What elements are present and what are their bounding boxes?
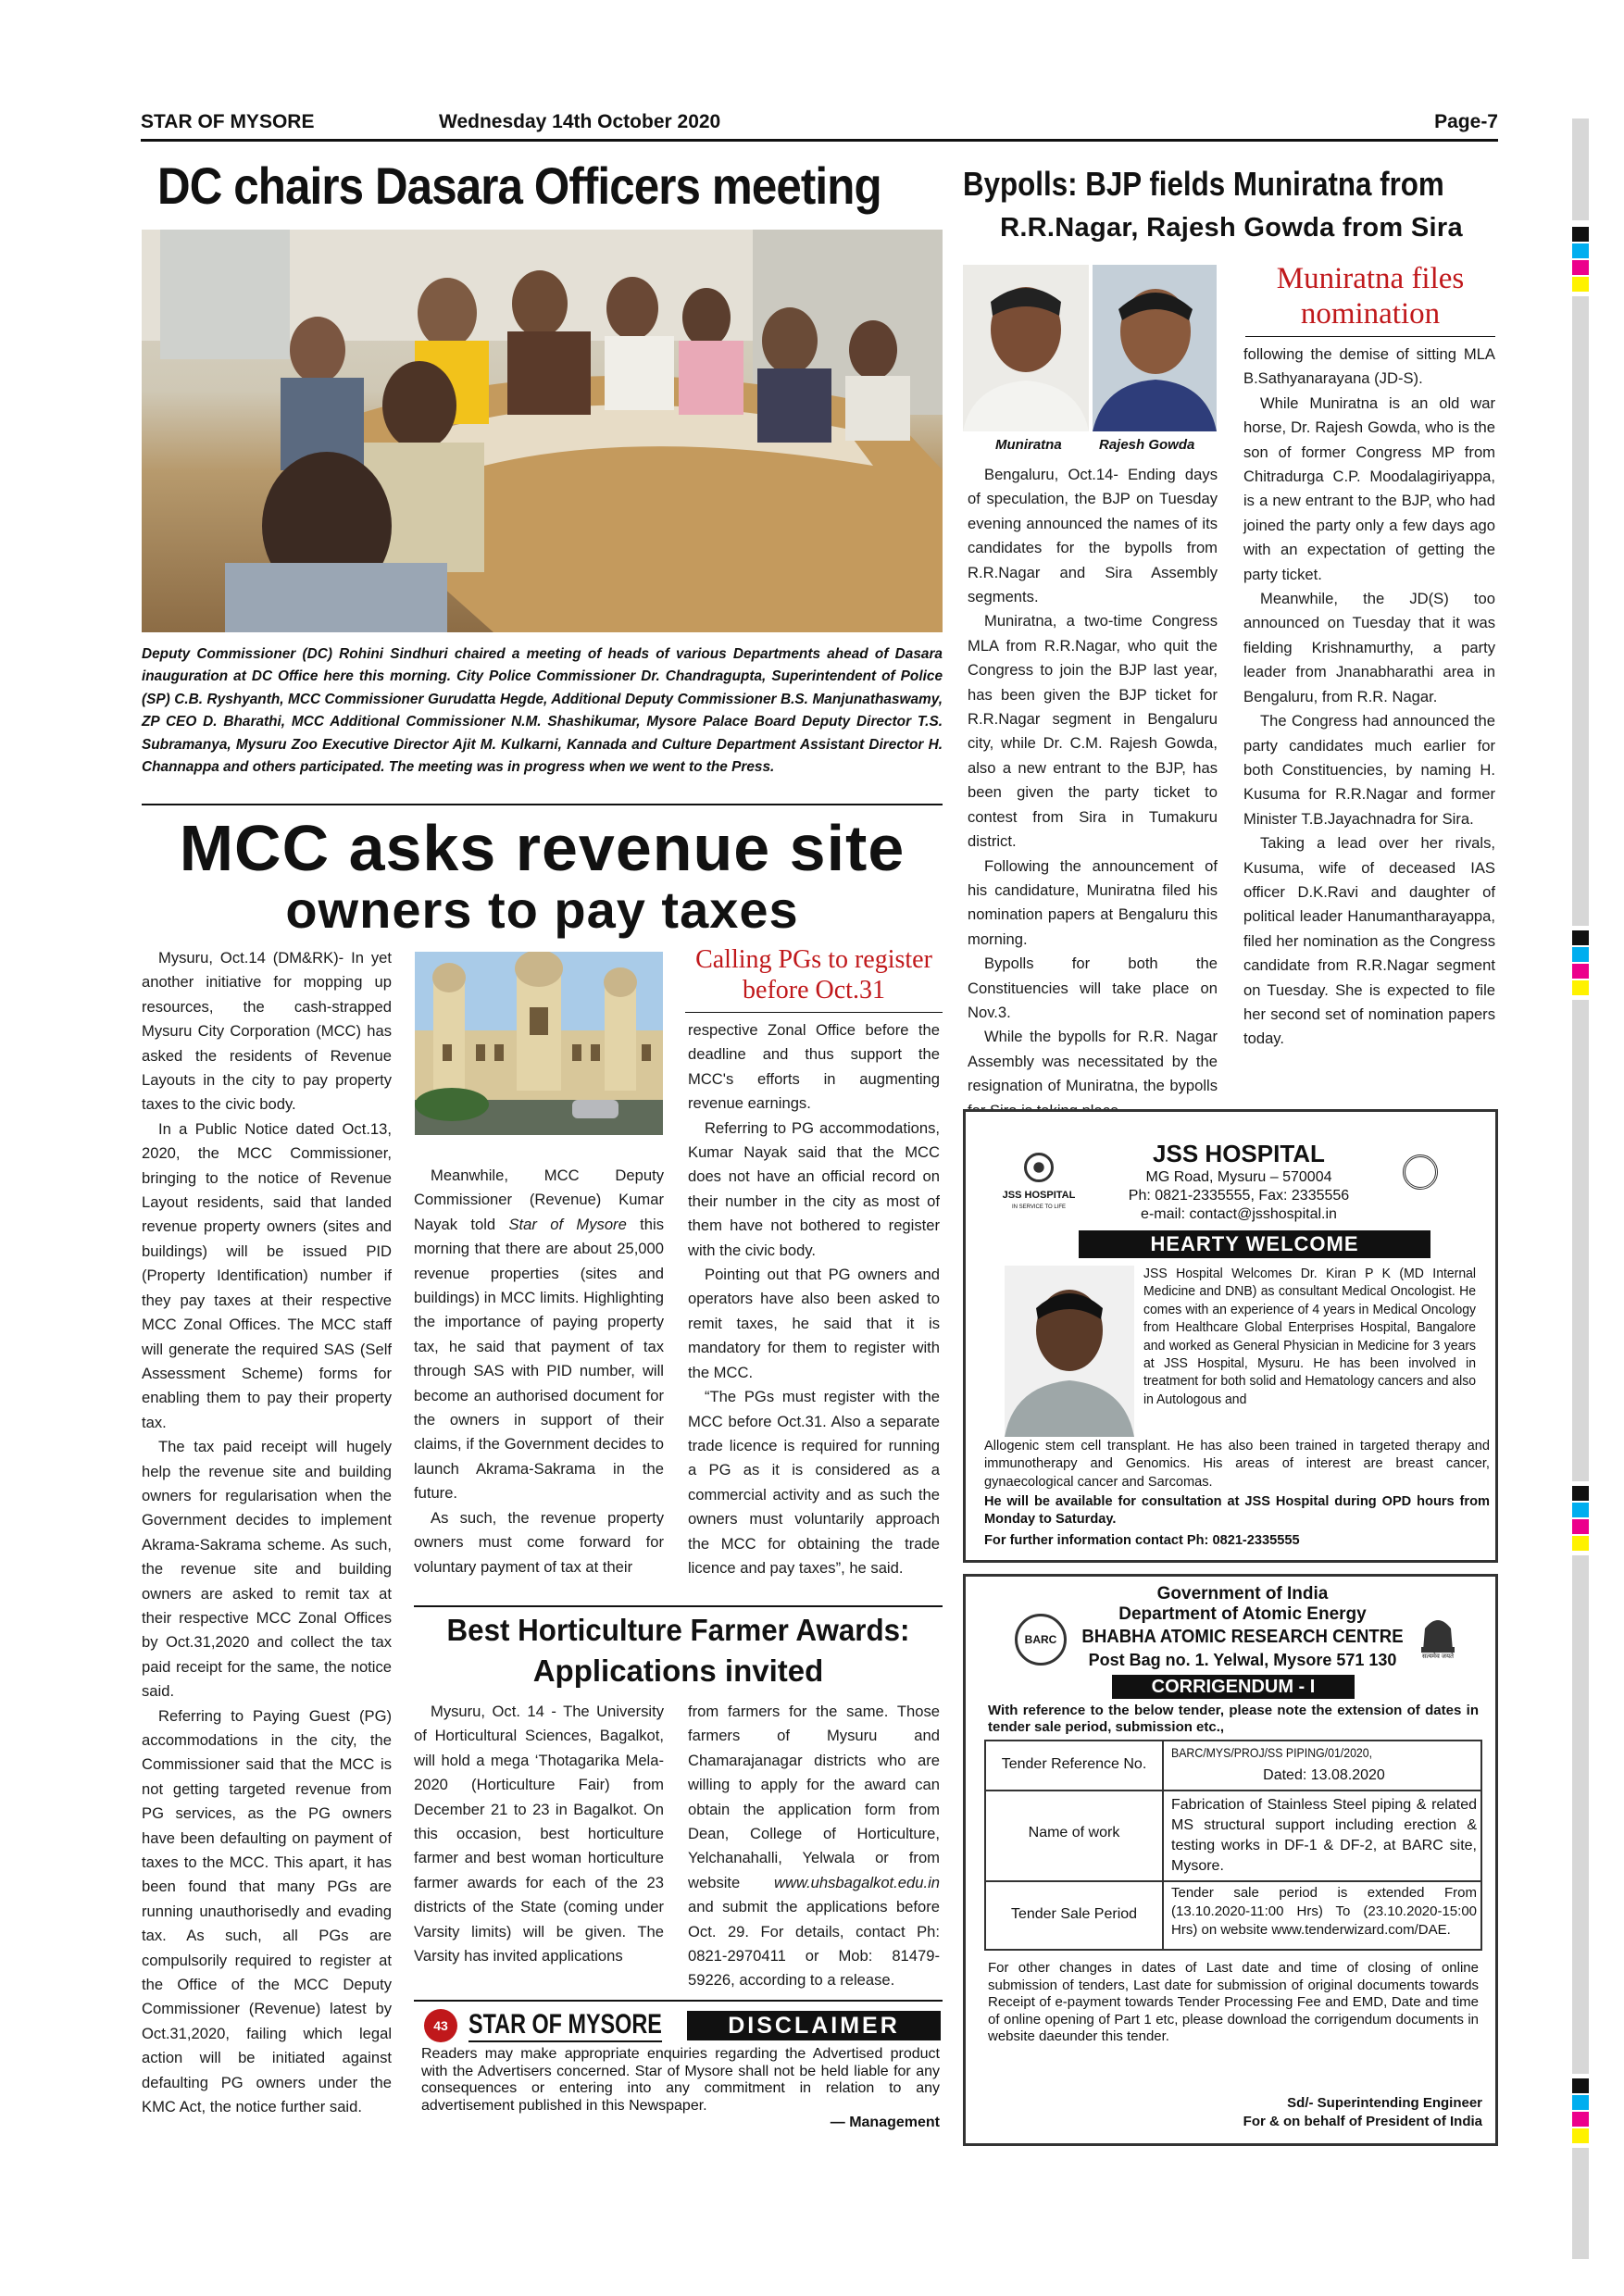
bypolls-column-2 [1243, 343, 1495, 1052]
paragraph [414, 1164, 664, 1506]
jss-phone: Ph: 0821-2335555, Fax: 2335556 [1128, 1188, 1350, 1204]
paper-name: STAR OF MYSORE [141, 111, 315, 132]
subhead-rule [1245, 336, 1495, 337]
jss-seal-icon [1403, 1154, 1438, 1190]
mcc-headline-2: owners to pay taxes [285, 880, 799, 939]
cell-divider [1162, 1882, 1164, 1949]
table-row [986, 1741, 1480, 1791]
horti-headline-1: Best Horticulture Farmer Awards: [446, 1613, 910, 1647]
photo-name-muniratna: Muniratna [995, 437, 1062, 453]
row-value: BARC/MYS/PROJ/SS PIPING/01/2020, [1171, 1745, 1373, 1760]
paragraph: The tax paid receipt will hugely help the revenue site and building owners for regularisation when the Government decides to implement Akrama-Sakrama scheme. As such, the revenue site and building owners are asked to remit tax at their respective MCC Zonal Offices by Oct.31,2020 and collect the tax paid receipt for the same, the notice said. [142, 1438, 392, 1701]
barc-logo: BARC [1015, 1614, 1067, 1666]
emblem-caption: सत्यमेव जयते [1421, 1653, 1455, 1660]
text-run: from farmers for the same. Those farmers of Mysuru and Chamarajanagar districts who are willing to apply for the award can obtain the application form from Dean, College of Horticulture, Yelchanahalli, Yelwala or from website [688, 1703, 940, 1891]
jss-body-2: Allogenic stem cell transplant. He has also been trained in targeted therapy and immunotherapy and Genomics. His areas of interest are breast cancer, gynaecological cancer and Sarcomas. [984, 1439, 1490, 1490]
barc-ad [963, 1574, 1498, 2146]
paragraph: Mysuru, Oct. 14 - The University of Horticultural Sciences, Bagalkot, will hold a mega ‘Thotagarika Mela-2020 (Horticulture Fair) from December 21 to 23 in Bagalkot. On this occasion, best horticulture farmer and best woman horticulture farmer awards for each of the 23 districts of the State (coming under Varsity limits) will be given. The Varsity has invited applications [414, 1703, 664, 1965]
row-value: Tender sale period is extended From (13.10.2020-11:00 Hrs) To (23.10.2020-15:00 Hrs) on website www.tenderwizard.com/DAE. [1171, 1885, 1477, 1938]
logo-text: STAR OF MYSORE [468, 2009, 662, 2042]
photo-name-rajesh-gowda: Rajesh Gowda [1099, 437, 1195, 453]
horti-column-2 [688, 1700, 940, 1993]
star-of-mysore-logo [424, 2007, 662, 2044]
paragraph: following the demise of sitting MLA B.Sathyanarayana (JD-S). [1243, 345, 1495, 388]
table-row [986, 1882, 1480, 1949]
page-number: Page-7 [1434, 111, 1498, 132]
page-header [141, 111, 1498, 139]
tender-table [984, 1740, 1482, 1951]
dc-photo-caption: Deputy Commissioner (DC) Rohini Sindhuri chaired a meeting of heads of various Departments ahead of Dasara inauguration at DC Office here this morning. City Police Commissioner Dr. Chandragupta, Superintendent of Police (SP) C.B. Ryshyanth, MCC Commissioner Gurudatta Hegde, Additional Deputy Commissioner B.S. Manjunathaswamy, ZP CEO D. Bharathi, MCC Additional Commissioner N.M. Shashikumar, Mysore Palace Board Deputy Director T.S. Subramanya, Mysuru Zoo Executive Director Ajit M. Kulkarni, Kannada and Culture Department Assistant Director H. Channappa and others participated. The meeting was in progress when we went to the Press. [142, 646, 943, 776]
meeting-photo [142, 230, 943, 632]
mcc-building-photo [415, 952, 663, 1135]
rajesh-gowda-photo [1093, 265, 1217, 431]
table-row [986, 1791, 1480, 1882]
mcc-column-2 [414, 1164, 664, 1579]
row-label: Name of work [1028, 1825, 1120, 1841]
paragraph: “The PGs must register with the MCC before Oct.31. Also a separate trade licence is required for running a PG as it is considered as a commercial activity and as such the owners must voluntarily approach the MCC for obtaining the trade licence and pay taxes”, he said. [688, 1388, 940, 1577]
disclaimer-sign: — Management [830, 2115, 940, 2130]
disclaimer-title: DISCLAIMER [687, 2011, 941, 2040]
jss-hospital-ad [963, 1109, 1498, 1563]
paragraph: Bengaluru, Oct.14- Ending days of speculation, the BJP on Tuesday evening announced the names of its candidates for the bypolls from R.R.Nagar and Sira Assembly segments. [968, 466, 1218, 606]
cell-divider [1162, 1791, 1164, 1882]
national-emblem-icon [1418, 1610, 1458, 1666]
horti-headline-2: Applications invited [532, 1653, 824, 1688]
jss-logo-text: JSS HOSPITAL [1002, 1190, 1076, 1201]
jss-logo-sub: IN SERVICE TO LIFE [1011, 1204, 1067, 1210]
barc-line-1: Government of India [1156, 1584, 1329, 1603]
cell-divider [1162, 1741, 1164, 1791]
barc-line-4: Post Bag no. 1. Yelwal, Mysore 571 130 [1088, 1651, 1397, 1669]
paragraph: Muniratna, a two-time Congress MLA from R.R.Nagar, who quit the Congress to join the BJP last year, has been given the BJP ticket for R.R.Nagar segment in Bengaluru city, while Dr. C.M. Rajesh Gowda, also a new entrant to the BJP, has been given the party ticket to contest from Sira in Tumakuru district. [968, 612, 1218, 851]
website-link: www.uhsbagalkot.edu.in [774, 1873, 940, 1891]
barc-line-2: Department of Atomic Energy [1118, 1604, 1367, 1624]
paragraph: The Congress had announced the party candidates much earlier for both Constituencies, by naming H. Kusuma for R.R.Nagar and former Minister T.B.Jayachnadra for Sira. [1243, 712, 1495, 828]
paragraph: Mysuru, Oct.14 (DM&RK)- In yet another initiative for mopping up resources, the cash-strapped Mysuru City Corporation (MCC) has asked the residents of Revenue Layouts in the city to pay property taxes to the civic body. [142, 949, 392, 1114]
jss-email: e-mail: contact@jsshospital.in [1141, 1206, 1337, 1222]
pg-subhead-rule [685, 1012, 943, 1013]
paragraph: While Muniratna is an old war horse, Dr. Rajesh Gowda, who is the son of former Congress MP from Chitradurga C.P. Moodalagiriyappa, is a new entrant to the BJP, who had joined the party only a few days ago with an expectation of getting the party ticket. [1243, 393, 1495, 583]
row-value: Fabrication of Stainless Steel piping & related MS structural support including erection & testing works in DF-1 & DF-2, at BARC site, Mysore. [1171, 1797, 1477, 1874]
horti-rule [414, 1605, 943, 1607]
text-run: Meanwhile, MCC Deputy Commissioner (Revenue) Kumar Nayak told [414, 1167, 664, 1233]
barc-sign-2: For & on behalf of President of India [1243, 2114, 1482, 2129]
text-run: and submit the applications before Oct. 29. For details, contact Ph: 0821-2970411 or Mob: 81479-59226, according to a release. [688, 1898, 940, 1990]
paragraph: Bypolls for both the Constituencies will take place on Nov.3. [968, 955, 1218, 1021]
text-run: Star of Mysore [508, 1215, 627, 1233]
anniversary-badge: 43 [424, 2009, 457, 2042]
muniratna-photo [963, 265, 1089, 431]
bypolls-column-1 [968, 463, 1218, 1123]
jss-address: MG Road, Mysuru – 570004 [1145, 1169, 1332, 1185]
row-label: Tender Sale Period [1010, 1906, 1138, 1922]
header-rule [141, 139, 1498, 142]
paragraph: While the bypolls for R.R. Nagar Assembly was necessitated by the resignation of Muniratna, the bypolls [968, 1028, 1218, 1095]
pg-subhead: Calling PGs to register before Oct.31 [695, 945, 932, 1004]
mcc-column-1 [142, 946, 392, 2120]
text-run: this morning that there are about 25,000 revenue properties (sites and buildings) in MCC limits. Highlighting the importance of paying property tax, he said that payment of tax through SAS with PID number, will become an authorised document for the owners in support of their claims, if the Government decides to launch Akrama-Sakrama in the future. [414, 1215, 664, 1503]
jss-body-1: JSS Hospital Welcomes Dr. Kiran P K (MD Internal Medicine and DNB) as consultant Medical Oncologist. He comes with an experience of 4 years in Medical Oncology from Healthcare Global Enterprises Hospital, Bangalore and worked as General Physician in Medicine for 3 years at JSS Hospital, Mysuru. He has been involved in treatment for both solid and Hematology cancers and also in Autologous and [1143, 1267, 1477, 1407]
bypolls-subhead: Muniratna files nomination [1276, 262, 1465, 331]
paragraph: Referring to PG accommodations, Kumar Nayak said that the MCC does not have an official record on their number in the city as most of them have not bothered to register with the civic body. [688, 1118, 940, 1259]
dc-rule [142, 804, 943, 805]
corrigendum-banner: CORRIGENDUM - I [1112, 1675, 1355, 1699]
barc-footer: For other changes in dates of Last date and time of closing of online submission of tenders, Last date for submission of original documents towards Receipt of e-payment towards Tender Processing Fee and EMD, Date and time of online opening of Part 1 etc, please download the corrigendum documents in website daeunder this tender. [988, 1960, 1479, 2044]
paragraph: As such, the revenue property owners must come forward for voluntary payment of tax at their [414, 1508, 664, 1576]
bypolls-headline-1: Bypolls: BJP fields Muniratna from [963, 165, 1444, 203]
doctor-photo [1005, 1266, 1134, 1437]
horti-column-1 [414, 1700, 664, 1968]
disclaimer-text: Readers may make appropriate enquiries regarding the Advertised product with the Advertisers concerned. Star of Mysore shall not be held liable for any consequences or entering into any commitment in relation to any advertisement published in this Newspaper. [421, 2046, 940, 2114]
row-label: Tender Reference No. [1001, 1756, 1147, 1772]
row-value-date: Dated: 13.08.2020 [1263, 1767, 1385, 1783]
barc-line-3: BHABHA ATOMIC RESEARCH CENTRE [1081, 1627, 1404, 1647]
paragraph: Meanwhile, the JD(S) too announced on Tuesday that it was fielding Krishnamurthy, a party leader from Jnanabharathi area in Bengaluru, from R.R. Nagar. [1243, 590, 1495, 705]
paragraph: respective Zonal Office before the deadline and thus support the MCC's efforts in augmenting revenue earnings. [688, 1021, 940, 1113]
dc-headline: DC chairs Dasara Officers meeting [157, 156, 881, 215]
cross-icon [1024, 1153, 1054, 1182]
issue-date: Wednesday 14th October 2020 [439, 111, 721, 132]
paragraph: Taking a lead over her rivals, Kusuma, wife of deceased IAS officer D.K.Ravi and daughter of political leader Hanumantharayappa, filed her nomination as the Congress candidate from R.R.Nagar segment on Tuesday. She is expected to file her second set of nomination papers today. [1243, 834, 1495, 1048]
barc-intro: With reference to the below tender, please note the extension of dates in tender sale period, submission etc., [988, 1703, 1479, 1735]
paragraph: In a Public Notice dated Oct.13, 2020, the MCC Commissioner, bringing to the notice of Revenue Layout residents, said that landed revenue property owners (sites and buildings) will be issued PID (Property Identification) number if they pay taxes at their respective MCC Zonal Offices. The MCC staff will generate the required SAS (Self Assessment Scheme) forms for enabling them to pay their property tax. [142, 1119, 392, 1431]
jss-body-3: He will be available for consultation at JSS Hospital during OPD hours from Monday to Saturday. [984, 1494, 1490, 1528]
hearty-welcome-banner: HEARTY WELCOME [1079, 1230, 1430, 1258]
paragraph: Pointing out that PG owners and operators have also been asked to remit taxes, he said that it is mandatory for them to register with the MCC. [688, 1266, 940, 1381]
paragraph: Referring to Paying Guest (PG) accommodations in the city, the Commissioner said that the MCC is not getting targeted revenue from PG services, as the PG owners have been defaulting on payment of taxes to the MCC. This apart, it has been found that many PGs are running unauthorisedly and evading tax. As such, all PGs are compulsorily required to register at the Office of the MCC Deputy Commissioner (Revenue) latest by Oct.31,2020, failing which legal action will be initiated against defaulting PG owners under the KMC Act, the notice further said. [142, 1706, 392, 2116]
mcc-column-3 [688, 1018, 940, 1580]
disclaimer-rule [414, 2000, 943, 2002]
paragraph: Following the announcement of his candidature, Muniratna filed his nomination papers at Bengaluru this morning. [968, 856, 1218, 948]
mcc-headline-1: MCC asks revenue site [179, 812, 906, 884]
jss-body-4: For further information contact Ph: 0821-2335555 [984, 1533, 1300, 1548]
bypolls-headline-2: R.R.Nagar, Rajesh Gowda from Sira [1000, 213, 1463, 243]
barc-sign-1: Sd/- Superintending Engineer [1287, 2095, 1482, 2111]
jss-hospital-name: JSS HOSPITAL [1153, 1140, 1325, 1167]
paragraph [688, 1700, 940, 1993]
